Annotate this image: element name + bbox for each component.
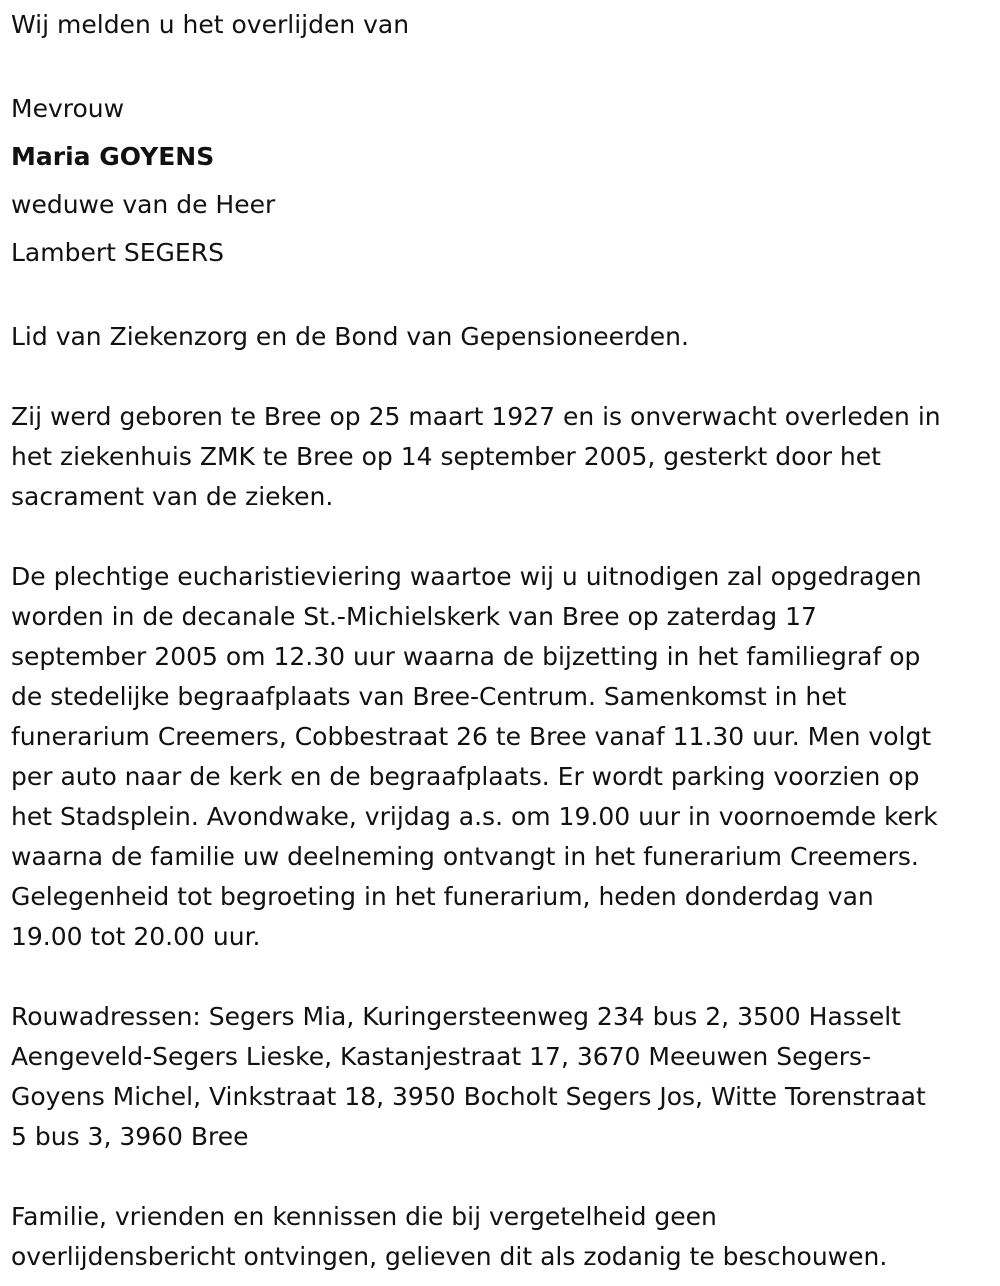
spouse-name: Lambert SEGERS — [11, 238, 224, 267]
paragraph-line: De plechtige eucharistieviering waartoe wij u uitnodigen zal opgedragen — [11, 562, 922, 591]
death-notice — [11, 0, 993, 1277]
paragraph-line: de stedelijke begraafplaats van Bree-Centrum. Samenkomst in het — [11, 682, 847, 711]
paragraph-line: Goyens Michel, Vinkstraat 18, 3950 Bocholt Segers Jos, Witte Torenstraat — [11, 1082, 926, 1111]
birth-death-paragraph — [11, 397, 993, 517]
ceremony-paragraph — [11, 557, 993, 957]
spacer — [11, 1157, 993, 1197]
deceased-header — [11, 85, 993, 277]
spacer — [11, 357, 993, 397]
closing-paragraph — [11, 1197, 993, 1277]
spacer — [11, 957, 993, 997]
deceased-name: Maria GOYENS — [11, 142, 215, 171]
paragraph-line: het Stadsplein. Avondwake, vrijdag a.s. om 19.00 uur in voornoemde kerk — [11, 802, 938, 831]
paragraph-line: waarna de familie uw deelneming ontvangt in het funerarium Creemers. — [11, 842, 919, 871]
paragraph-line: september 2005 om 12.30 uur waarna de bijzetting in het familiegraf op — [11, 642, 921, 671]
intro-text: Wij melden u het overlijden van — [11, 10, 410, 39]
paragraph-line: worden in de decanale St.-Michielskerk van Bree op zaterdag 17 — [11, 602, 817, 631]
paragraph-line: Zij werd geboren te Bree op 25 maart 1927 en is onverwacht overleden in — [11, 402, 941, 431]
paragraph-line: het ziekenhuis ZMK te Bree op 14 september 2005, gesterkt door het — [11, 442, 881, 471]
paragraph-line: sacrament van de zieken. — [11, 482, 334, 511]
paragraph-line: per auto naar de kerk en de begraafplaats. Er wordt parking voorzien op — [11, 762, 920, 791]
spacer — [11, 517, 993, 557]
relation-text: weduwe van de Heer — [11, 190, 276, 219]
membership-text: Lid van Ziekenzorg en de Bond van Gepensioneerden. — [11, 322, 689, 351]
paragraph-line: Familie, vrienden en kennissen die bij vergetelheid geen — [11, 1202, 717, 1231]
spacer — [11, 277, 993, 317]
paragraph-line: 19.00 tot 20.00 uur. — [11, 922, 261, 951]
title-prefix: Mevrouw — [11, 94, 125, 123]
spacer — [11, 45, 993, 85]
paragraph-line: 5 bus 3, 3960 Bree — [11, 1122, 249, 1151]
paragraph-line: Gelegenheid tot begroeting in het funerarium, heden donderdag van — [11, 882, 874, 911]
paragraph-line: Aengeveld-Segers Lieske, Kastanjestraat 17, 3670 Meeuwen Segers- — [11, 1042, 872, 1071]
paragraph-line: funerarium Creemers, Cobbestraat 26 te Bree vanaf 11.30 uur. Men volgt — [11, 722, 932, 751]
paragraph-line: overlijdensbericht ontvingen, gelieven dit als zodanig te beschouwen. — [11, 1242, 888, 1271]
addresses-paragraph — [11, 997, 993, 1157]
paragraph-line: Rouwadressen: Segers Mia, Kuringersteenweg 234 bus 2, 3500 Hasselt — [11, 1002, 901, 1031]
